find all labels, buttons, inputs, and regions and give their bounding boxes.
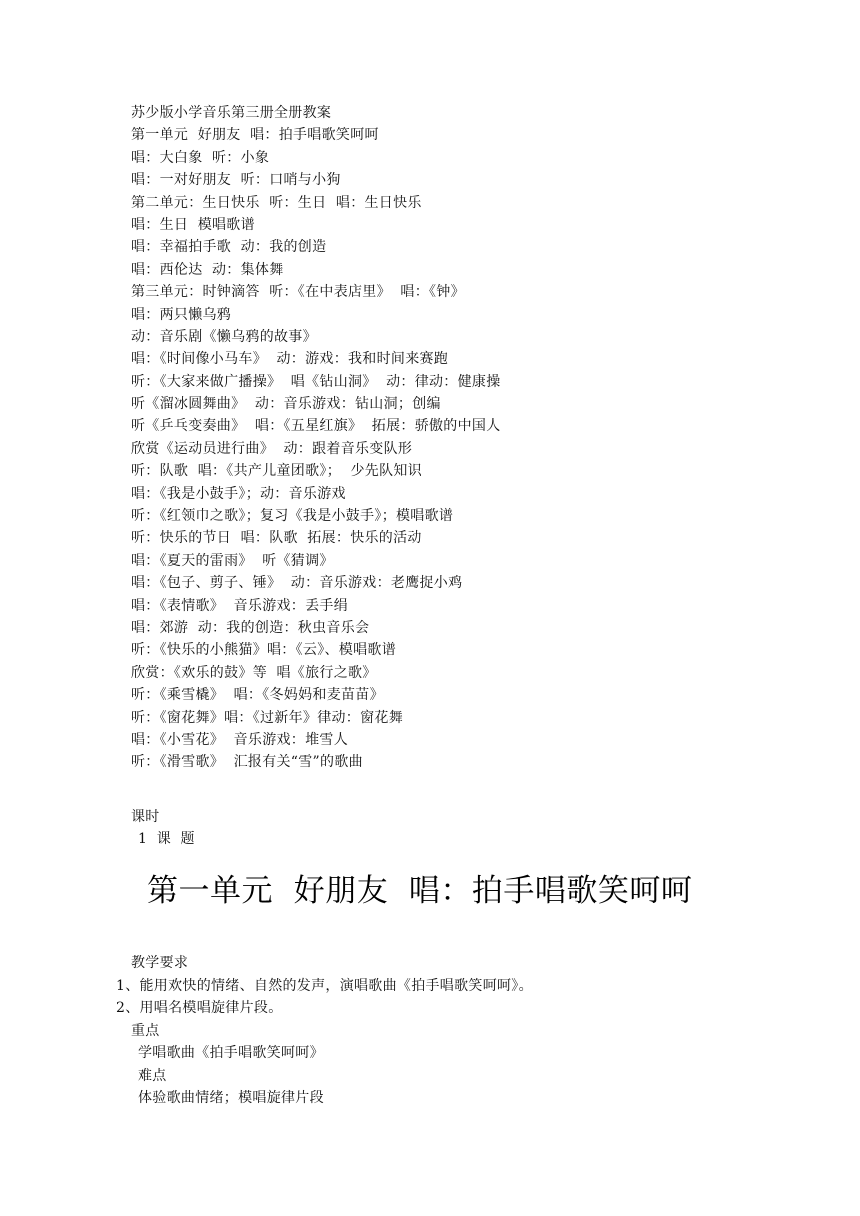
contents-line: 听：《窗花舞》唱：《过新年》律动：窗花舞 — [131, 709, 403, 726]
lesson-period-block — [131, 806, 195, 850]
key-point-label: 重点 — [131, 1022, 160, 1039]
contents-line: 第一单元 好朋友 唱：拍手唱歌笑呵呵 — [131, 127, 379, 144]
lesson-period-label: 课时 — [131, 809, 160, 825]
contents-line: 唱：大白象 听：小象 — [131, 149, 270, 166]
lesson-title: 第一单元 好朋友 唱：拍手唱歌笑呵呵 — [147, 873, 693, 909]
contents-line: 欣赏《运动员进行曲》 动：跟着音乐变队形 — [131, 440, 413, 457]
contents-line: 欣赏：《欢乐的鼓》等 唱《旅行之歌》 — [131, 664, 377, 681]
lesson-topic-label: 1 课 题 — [138, 831, 195, 847]
document-title: 苏少版小学音乐第三册全册教案 — [131, 105, 332, 121]
contents-line: 听：《红领巾之歌》；复习《我是小鼓手》；模唱歌谱 — [131, 508, 454, 525]
contents-line: 听：《快乐的小熊猫》唱：《云》、模唱歌谱 — [131, 642, 396, 659]
contents-line: 唱：幸福拍手歌 动：我的创造 — [131, 239, 327, 256]
contents-line: 第二单元：生日快乐 听：生日 唱：生日快乐 — [131, 194, 422, 211]
contents-line: 第三单元：时钟滴答 听：《在中表店里》 唱：《钟》 — [131, 284, 465, 301]
contents-line: 唱：《夏天的雷雨》 听《猜调》 — [131, 552, 334, 569]
contents-line: 听：《滑雪歌》 汇报有关“雪”的歌曲 — [131, 754, 363, 771]
contents-line: 唱：《包子、剪子、锤》 动：音乐游戏：老鹰捉小鸡 — [131, 575, 463, 592]
requirement-item: 1、能用欢快的情绪、自然的发声，演唱歌曲《拍手唱歌笑呵呵》。 — [116, 977, 533, 994]
contents-line: 听《溜冰圆舞曲》 动：音乐游戏：钻山洞；创编 — [131, 396, 441, 413]
difficulty-text: 体验歌曲情绪；模唱旋律片段 — [138, 1090, 324, 1106]
key-point-text: 学唱歌曲《拍手唱歌笑呵呵》 — [138, 1045, 324, 1061]
contents-line: 唱：《时间像小马车》 动：游戏：我和时间来赛跑 — [131, 351, 449, 368]
difficulty-label: 难点 — [138, 1067, 167, 1084]
contents-line: 唱：《小雪花》 音乐游戏：堆雪人 — [131, 731, 348, 748]
contents-line: 听：快乐的节日 唱：队歌 拓展：快乐的活动 — [131, 530, 422, 547]
contents-line: 听：《乘雪橇》 唱：《冬妈妈和麦苗苗》 — [131, 687, 384, 704]
contents-line: 唱：郊游 动：我的创造：秋虫音乐会 — [131, 619, 370, 636]
contents-line: 唱：一对好朋友 听：口哨与小狗 — [131, 172, 341, 189]
contents-list — [131, 102, 501, 774]
contents-line: 唱：两只懒乌鸦 — [131, 306, 232, 323]
contents-line: 唱：《表情歌》 音乐游戏：丢手绢 — [131, 597, 348, 614]
contents-line: 动：音乐剧《懒乌鸦的故事》 — [131, 328, 317, 345]
contents-line: 听：《大家来做广播操》 唱《钻山洞》 动：律动：健康操 — [131, 373, 501, 390]
requirement-item: 2、用唱名模唱旋律片段。 — [116, 1000, 283, 1016]
requirements-heading: 教学要求 — [131, 955, 189, 971]
contents-line: 唱：《我是小鼓手》；动：音乐游戏 — [131, 485, 346, 502]
contents-line: 唱：西伦达 动：集体舞 — [131, 261, 284, 278]
contents-line: 听《乒乓变奏曲》 唱：《五星红旗》 拓展：骄傲的中国人 — [131, 418, 501, 435]
contents-line: 唱：生日 模唱歌谱 — [131, 216, 255, 233]
teaching-requirements — [116, 952, 533, 1110]
contents-line: 听：队歌 唱：《共产儿童团歌》； 少先队知识 — [131, 463, 422, 480]
